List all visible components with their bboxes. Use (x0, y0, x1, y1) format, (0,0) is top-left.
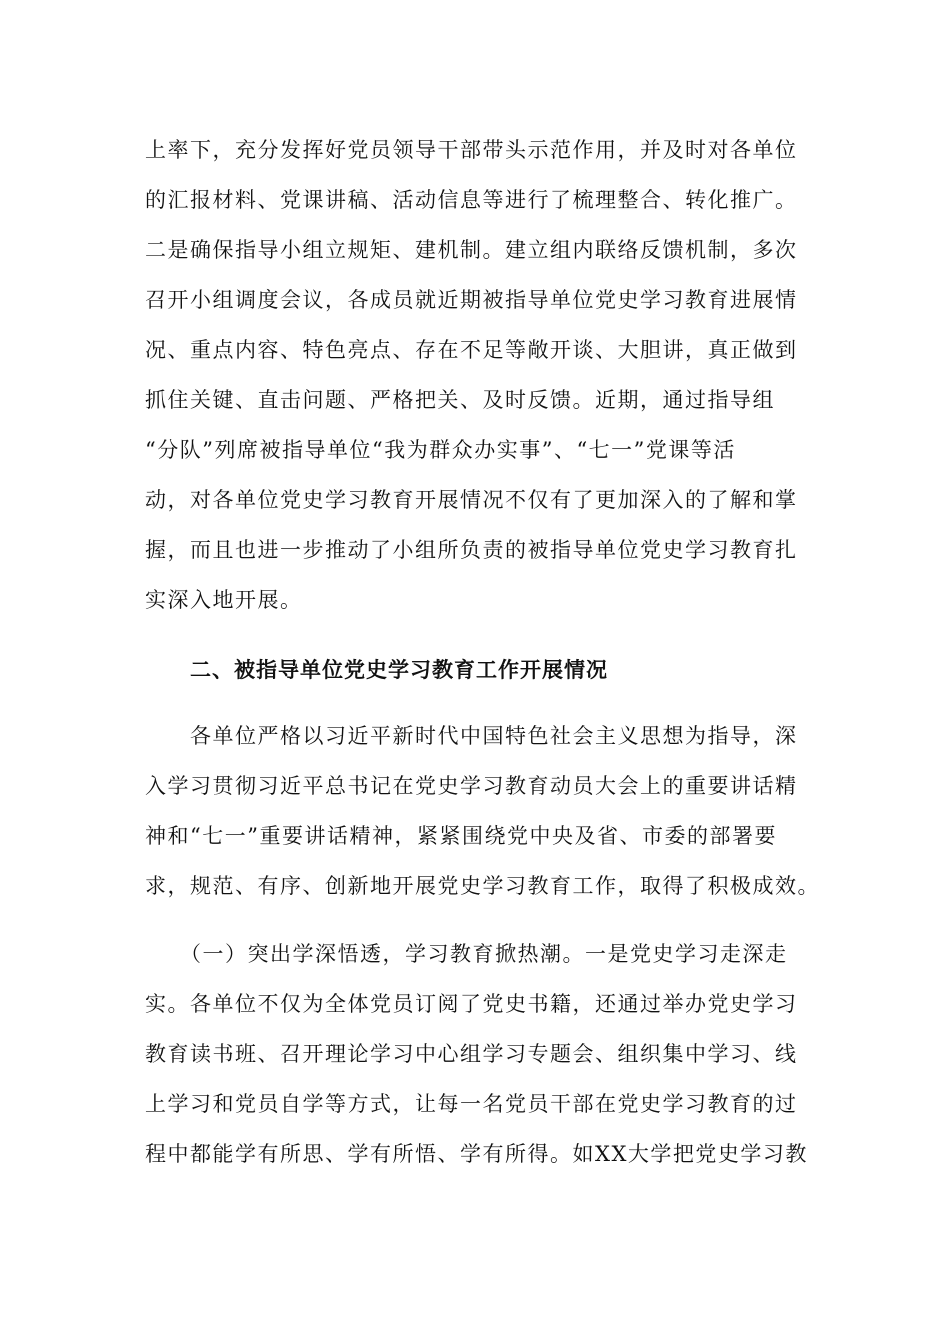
section-heading: 二、被指导单位党史学习教育工作开展情况 (190, 658, 608, 682)
paragraph-line: 上率下，充分发挥好党员领导干部带头示范作用，并及时对各单位 (145, 138, 798, 162)
paragraph-line: 实。各单位不仅为全体党员订阅了党史书籍，还通过举办党史学习 (145, 992, 798, 1016)
paragraph-line: （一）突出学深悟透，学习教育掀热潮。一是党史学习走深走 (180, 942, 788, 966)
paragraph-line: 入学习贯彻习近平总书记在党史学习教育动员大会上的重要讲话精 (145, 774, 798, 798)
paragraph-line: 的汇报材料、党课讲稿、活动信息等进行了梳理整合、转化推广。 (145, 188, 798, 212)
paragraph-line: 求，规范、有序、创新地开展党史学习教育工作，取得了积极成效。 (145, 874, 820, 898)
paragraph-line: 动，对各单位党史学习教育开展情况不仅有了更加深入的了解和掌 (145, 488, 798, 512)
paragraph-line: 程中都能学有所思、学有所悟、学有所得。如XX大学把党史学习教 (145, 1142, 808, 1166)
paragraph-line: 各单位严格以习近平新时代中国特色社会主义思想为指导，深 (190, 724, 798, 748)
paragraph-line: 教育读书班、召开理论学习中心组学习专题会、组织集中学习、线 (145, 1042, 798, 1066)
paragraph-line: 况、重点内容、特色亮点、存在不足等敞开谈、大胆讲，真正做到 (145, 338, 798, 362)
paragraph-line: 握，而且也进一步推动了小组所负责的被指导单位党史学习教育扎 (145, 538, 798, 562)
paragraph-line: 实深入地开展。 (145, 588, 303, 612)
paragraph-line: “分队”列席被指导单位“我为群众办实事”、“七一”党课等活 (145, 438, 736, 462)
paragraph-line: 神和“七一”重要讲话精神，紧紧围绕党中央及省、市委的部署要 (145, 824, 777, 848)
paragraph-line: 二是确保指导小组立规矩、建机制。建立组内联络反馈机制，多次 (145, 238, 798, 262)
paragraph-line: 召开小组调度会议，各成员就近期被指导单位党史学习教育进展情 (145, 288, 798, 312)
paragraph-line: 抓住关键、直击问题、严格把关、及时反馈。近期，通过指导组 (145, 388, 775, 412)
paragraph-line: 上学习和党员自学等方式，让每一名党员干部在党史学习教育的过 (145, 1092, 798, 1116)
